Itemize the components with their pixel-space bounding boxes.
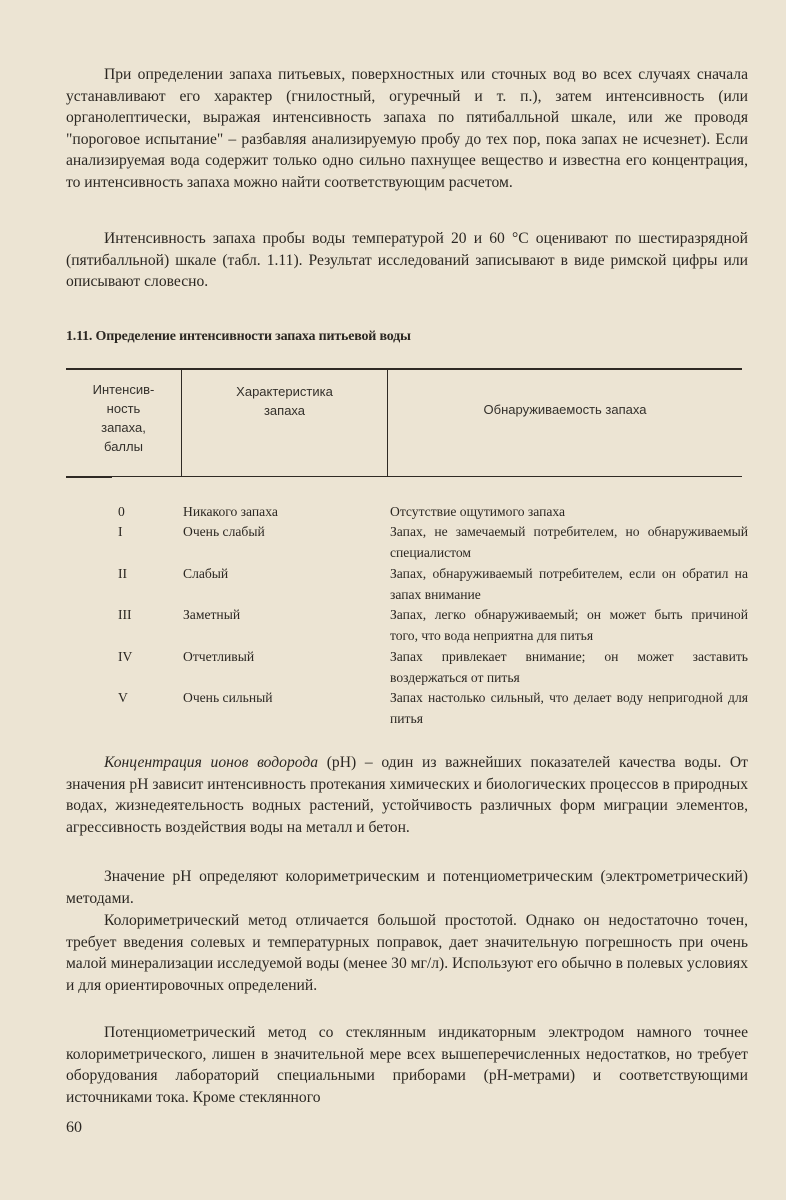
row-description: Запах настолько сильный, что делает воду непригодной для питья: [390, 690, 748, 726]
paragraph-text: Потенциометрический метод со стеклянным индикаторным электродом намного точнее колориметрического, лишен в значительной мере всех вышеперечисленных недостатков, но требует оборудования лабораторий специальными приборами (рН-метрами) и соответствующими источниками тока. Кроме стеклянного: [66, 1024, 748, 1106]
header-detectability: Обнаруживаемость запаха: [483, 402, 647, 417]
row-level: IV: [118, 649, 133, 664]
row-characteristic: Слабый: [183, 566, 229, 581]
row-characteristic: Очень слабый: [183, 524, 265, 539]
row-characteristic: Отчетливый: [183, 649, 255, 664]
row-description: Запах, обнаруживаемый потребителем, если он обратил на запах внимание: [390, 566, 748, 602]
paragraph-ph-intro: [66, 752, 748, 838]
page-number: 60: [66, 1119, 82, 1136]
row-level: V: [118, 690, 128, 705]
paragraph-text: При определении запаха питьевых, поверхностных или сточных вод во всех случаях сначала устанавливают его характер (гнилостный, огуречный и т. п.), затем интенсивность (или органолептически, выражая интенсивность запаха по пятибалльной шкале, или же проводя "пороговое испытание" – разбавляя анализируемую пробу до тех пор, пока запах не исчезнет). Если анализируемая вода содержит только одно сильно пахнущее вещество и известна его концентрация, то интенсивность запаха можно найти соответствующим расчетом.: [66, 66, 748, 191]
row-description: Отсутствие ощутимого запаха: [390, 504, 566, 519]
paragraph-odor-intensity: [66, 228, 748, 293]
header-intensity: Интенсив- ность запаха, баллы: [66, 370, 182, 476]
row-level: 0: [118, 504, 125, 519]
paragraph-text: (рН) – один из важнейших показателей качества воды. От значения рН зависит интенсивность протекания химических и биологических процессов в природных водах, жизнедеятельность водных растений, устойчивость различных форм миграции элементов, агрессивность воздействия воды на металл и бетон.: [66, 754, 748, 836]
paragraph-text: Интенсивность запаха пробы воды температурой 20 и 60 °С оценивают по шестиразрядной (пятибалльной) шкале (табл. 1.11). Результат исследований записывают в виде римской цифры или описывают словесно.: [66, 230, 748, 290]
paragraph-text: Колориметрический метод отличается большой простотой. Однако он недостаточно точен, требует введения солевых и температурных поправок, дает значительную погрешность при очень малой минерализации исследуемой воды (менее 30 мг/л). Используют его обычно в полевых условиях и для ориентировочных определений.: [66, 912, 748, 994]
header-characteristic: Характеристика запаха: [182, 370, 388, 476]
row-level: I: [118, 524, 123, 539]
row-characteristic: Заметный: [183, 607, 241, 622]
row-description: Запах, легко обнаруживаемый; он может быть причиной того, что вода неприятна для питья: [390, 607, 748, 643]
row-description: Запах, не замечаемый потребителем, но обнаруживаемый специалистом: [390, 524, 748, 560]
row-level: II: [118, 566, 128, 581]
paragraph-text: Значение рН определяют колориметрическим и потенциометрическим (электрометрический) методами.: [66, 868, 748, 907]
paragraph-odor-determination: [66, 64, 748, 193]
row-characteristic: Очень сильный: [183, 690, 273, 705]
paragraph-potentiometric: [66, 1022, 748, 1108]
row-level: III: [118, 607, 132, 622]
table-divider: [66, 477, 112, 478]
table-title: 1.11. Определение интенсивности запаха питьевой воды: [66, 329, 411, 344]
row-description: Запах привлекает внимание; он может заставить воздержаться от питья: [390, 649, 748, 685]
paragraph-colorimetric: [66, 910, 748, 996]
term-hydrogen-ions: Концентрация ионов водорода: [104, 754, 319, 771]
table-header: [66, 368, 742, 477]
paragraph-ph-methods: [66, 866, 748, 909]
row-characteristic: Никакого запаха: [183, 504, 278, 519]
